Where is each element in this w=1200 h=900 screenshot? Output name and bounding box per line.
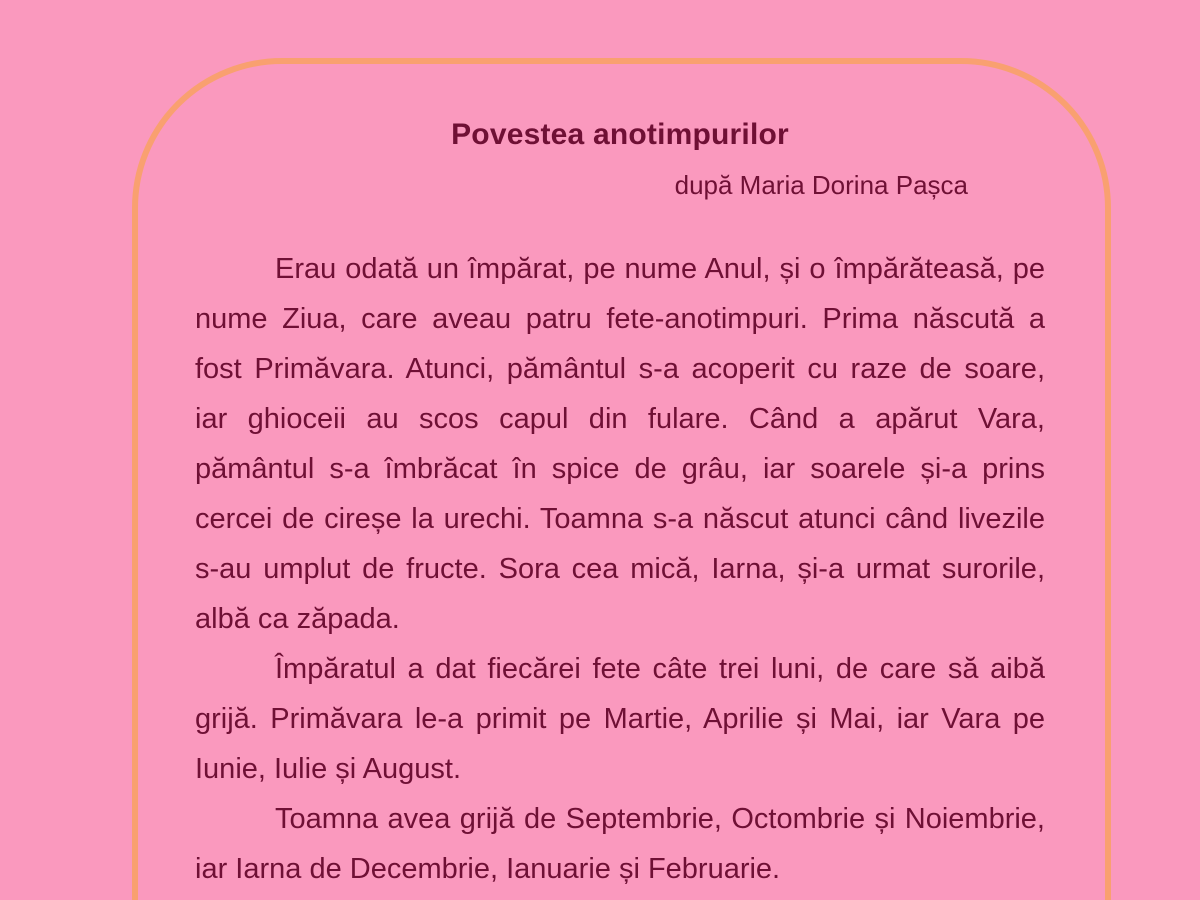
story-body xyxy=(195,244,1045,894)
story-line-p2-l2: grijă. Primăvara le-a primit pe Martie, Aprilie și Mai, iar Vara pe xyxy=(195,703,1045,735)
story-line-p2-l3: Iunie, Iulie și August. xyxy=(195,753,461,785)
story-line-p1-l4: iar ghioceii au scos capul din fulare. Când a apărut Vara, xyxy=(195,403,1045,435)
story-byline: după Maria Dorina Pașca xyxy=(674,170,968,200)
story-line-p3-l1: Toamna avea grijă de Septembrie, Octombrie și Noiembrie, xyxy=(275,803,1045,835)
story-line-p3-l2: iar Iarna de Decembrie, Ianuarie și Februarie. xyxy=(195,853,781,885)
story-line-p1-l1: Erau odată un împărat, pe nume Anul, și o împărăteasă, pe xyxy=(275,253,1045,285)
story-line-p2-l1: Împăratul a dat fiecărei fete câte trei luni, de care să aibă xyxy=(275,653,1045,685)
story-line-p1-l7: s-au umplut de fructe. Sora cea mică, Iarna, și-a urmat surorile, xyxy=(195,553,1045,585)
story-line-p1-l2: nume Ziua, care aveau patru fete-anotimpuri. Prima născută a xyxy=(195,303,1045,335)
story-line-p1-l6: cercei de cireșe la urechi. Toamna s-a născut atunci când livezile xyxy=(195,503,1045,535)
story-line-p1-l8: albă ca zăpada. xyxy=(195,603,400,635)
story-line-p1-l3: fost Primăvara. Atunci, pământul s-a acoperit cu raze de soare, xyxy=(195,353,1045,385)
story-title: Povestea anotimpurilor xyxy=(451,118,789,151)
story-line-p1-l5: pământul s-a îmbrăcat în spice de grâu, iar soarele și-a prins xyxy=(195,453,1045,485)
